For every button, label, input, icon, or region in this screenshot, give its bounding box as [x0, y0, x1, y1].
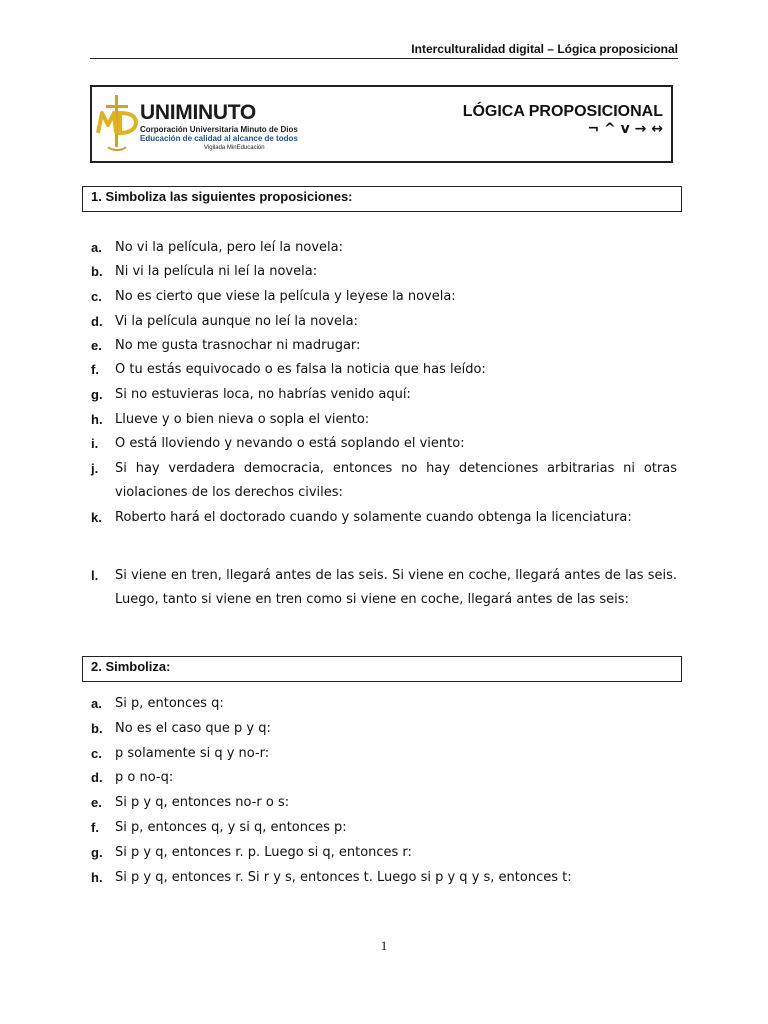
- item-label: f.: [91, 820, 99, 835]
- item-text: Ni vi la película ni leí la novela:: [115, 264, 318, 279]
- item-text: p solamente si q y no-r:: [115, 746, 270, 761]
- item-label: d.: [91, 314, 103, 329]
- item-text: Si p y q, entonces r. Si r y s, entonces t. Luego si p y q y s, entonces t:: [115, 870, 572, 885]
- logo-line-2: Educación de calidad al alcance de todos: [140, 134, 298, 143]
- item-text: Si viene en tren, llegará antes de las seis. Si viene en coche, llegará antes de las seis. Luego, tanto si viene en tren como si viene en coche, llegará antes de las seis:: [115, 568, 677, 607]
- list-item: [91, 408, 677, 432]
- item-text: O está lloviendo y nevando o está soplando el viento:: [115, 436, 465, 451]
- list-item: [91, 334, 677, 358]
- item-label: a.: [91, 240, 102, 255]
- list-item: [91, 285, 677, 309]
- item-text: Llueve y o bien nieva o sopla el viento:: [115, 412, 370, 427]
- page-number: 1: [380, 938, 388, 953]
- item-text: Si p y q, entonces r. p. Luego si q, entonces r:: [115, 845, 412, 860]
- item-text: No es cierto que viese la película y leyese la novela:: [115, 289, 456, 304]
- list-item: [91, 742, 677, 766]
- logo-line-3: Vigilada MinEducación: [204, 145, 265, 151]
- section-1-heading-box: [82, 186, 682, 212]
- item-text: O tu estás equivocado o es falsa la noticia que has leído:: [115, 362, 486, 377]
- item-text: Si hay verdadera democracia, entonces no hay detenciones arbitrarias ni otras violaciones de los derechos civiles:: [115, 461, 677, 500]
- item-label: d.: [91, 770, 103, 785]
- uniminuto-logo: [96, 95, 306, 155]
- list-item: [91, 310, 677, 334]
- list-item: [91, 816, 677, 840]
- item-label: c.: [91, 746, 102, 761]
- item-text: p o no-q:: [115, 770, 174, 785]
- item-label: g.: [91, 845, 103, 860]
- md-emblem-icon: [96, 95, 140, 155]
- item-label: e.: [91, 795, 102, 810]
- list-item: [91, 510, 677, 526]
- logo-line-1: Corporación Universitaria Minuto de Dios: [140, 125, 298, 134]
- section-1-heading: 1. Simboliza las siguientes proposiciones:: [91, 189, 353, 204]
- item-text: Si no estuvieras loca, no habrías venido aquí:: [115, 387, 411, 402]
- item-label: h.: [91, 870, 103, 885]
- item-label: h.: [91, 412, 103, 427]
- item-label: l.: [91, 568, 99, 583]
- header-rule: [90, 58, 678, 59]
- item-text: Roberto hará el doctorado cuando y solamente cuando obtenga la licenciatura:: [115, 510, 632, 525]
- list-item: [91, 236, 677, 260]
- list-item: [91, 358, 677, 382]
- item-text: Vi la película aunque no leí la novela:: [115, 314, 358, 329]
- item-label: k.: [91, 510, 102, 525]
- running-header: Interculturalidad digital – Lógica proposicional: [411, 42, 678, 56]
- item-text: No me gusta trasnochar ni madrugar:: [115, 338, 361, 353]
- item-text: Si p y q, entonces no-r o s:: [115, 795, 290, 810]
- item-label: e.: [91, 338, 102, 353]
- list-item: [91, 383, 677, 407]
- item-text: No es el caso que p y q:: [115, 721, 271, 736]
- item-text: Si p, entonces q, y si q, entonces p:: [115, 820, 347, 835]
- item-label: i.: [91, 436, 99, 451]
- list-item: [91, 457, 677, 505]
- item-label: b.: [91, 721, 103, 736]
- item-text: Si p, entonces q:: [115, 696, 224, 711]
- list-item: [91, 717, 677, 741]
- item-label: g.: [91, 387, 103, 402]
- item-label: f.: [91, 362, 99, 377]
- list-item: [91, 260, 677, 284]
- item-label: a.: [91, 696, 102, 711]
- logo-name: UNIMINUTO: [140, 101, 256, 124]
- list-item: [91, 791, 677, 815]
- title-box: [90, 85, 673, 163]
- list-item: [91, 564, 677, 612]
- section-2-heading-box: [82, 656, 682, 682]
- item-label: c.: [91, 289, 102, 304]
- logic-symbols: ¬ ^ v → ↔: [587, 121, 663, 137]
- item-text: No vi la película, pero leí la novela:: [115, 240, 343, 255]
- list-item: [91, 432, 677, 456]
- item-label: b.: [91, 264, 103, 279]
- list-item: [91, 766, 677, 790]
- item-label: j.: [91, 461, 99, 476]
- list-item: [91, 692, 677, 716]
- list-item: [91, 841, 677, 865]
- section-2-heading: 2. Simboliza:: [91, 659, 171, 674]
- document-title: LÓGICA PROPOSICIONAL: [462, 103, 663, 120]
- list-item: [91, 866, 677, 890]
